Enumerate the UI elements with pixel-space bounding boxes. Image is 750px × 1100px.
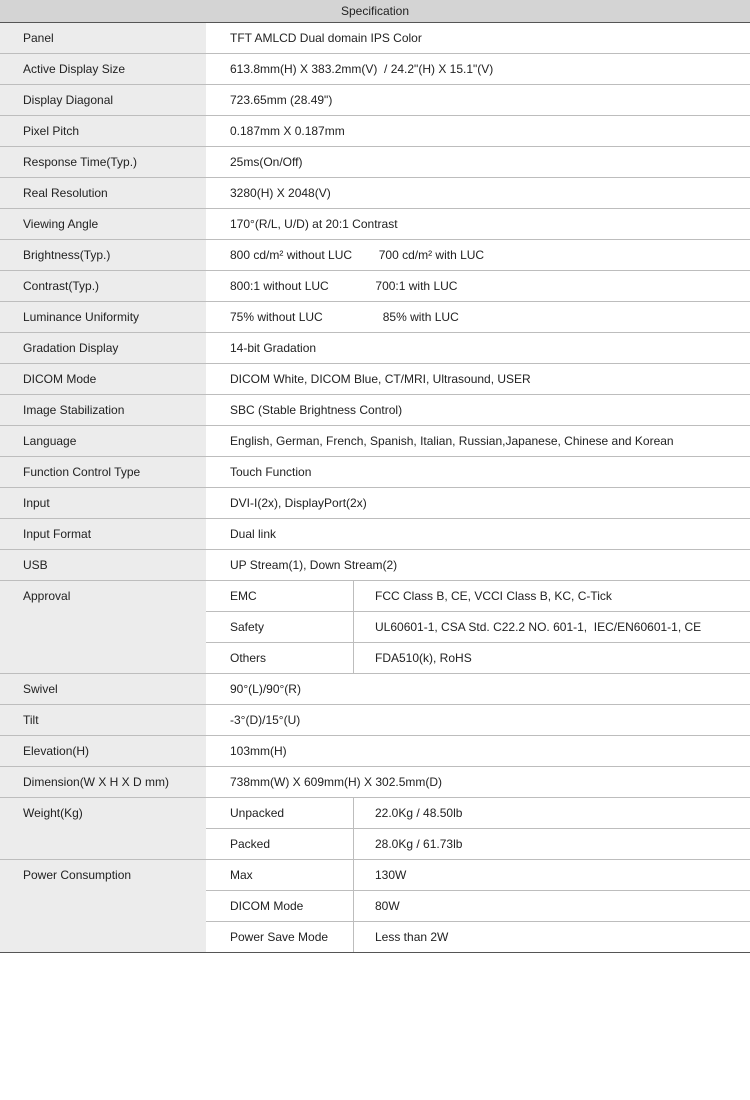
- table-row: [0, 271, 750, 302]
- group-subrows: [206, 581, 750, 673]
- row-label: Contrast(Typ.): [0, 271, 206, 301]
- row-label: Swivel: [0, 674, 206, 704]
- row-label: USB: [0, 550, 206, 580]
- sub-key: DICOM Mode: [206, 891, 354, 921]
- row-value: DICOM White, DICOM Blue, CT/MRI, Ultrasound, USER: [230, 372, 531, 386]
- row-value: English, German, French, Spanish, Italian, Russian,Japanese, Chinese and Korean: [230, 434, 674, 448]
- table-row: [0, 333, 750, 364]
- group-subrows: [206, 798, 750, 859]
- table-row: [0, 240, 750, 271]
- table-row: [0, 54, 750, 85]
- sub-key: Packed: [206, 829, 354, 859]
- sub-key: EMC: [206, 581, 354, 611]
- row-label: Brightness(Typ.): [0, 240, 206, 270]
- sub-row: [206, 581, 750, 612]
- row-value: 723.65mm (28.49"): [230, 93, 333, 107]
- sub-key: Max: [206, 860, 354, 890]
- sub-value: 22.0Kg / 48.50lb: [375, 806, 463, 820]
- table-row: [0, 457, 750, 488]
- row-value: 25ms(On/Off): [230, 155, 303, 169]
- table-row: [0, 302, 750, 333]
- row-value: 0.187mm X 0.187mm: [230, 124, 345, 138]
- row-value: 14-bit Gradation: [230, 341, 317, 355]
- row-label: Input Format: [0, 519, 206, 549]
- row-label: Dimension(W X H X D mm): [0, 767, 206, 797]
- row-label: Language: [0, 426, 206, 456]
- row-label: Luminance Uniformity: [0, 302, 206, 332]
- table-row: [0, 736, 750, 767]
- sub-key: Safety: [206, 612, 354, 642]
- row-label: Real Resolution: [0, 178, 206, 208]
- sub-key: Power Save Mode: [206, 922, 354, 952]
- table-row: [0, 674, 750, 705]
- sub-value: FDA510(k), RoHS: [375, 651, 472, 665]
- row-label: DICOM Mode: [0, 364, 206, 394]
- sub-row: [206, 798, 750, 829]
- table-row: [0, 767, 750, 798]
- weight-row: [0, 798, 750, 860]
- table-row: [0, 519, 750, 550]
- row-label: Pixel Pitch: [0, 116, 206, 146]
- group-subrows: [206, 860, 750, 952]
- sub-row: [206, 643, 750, 673]
- table-row: [0, 395, 750, 426]
- table-row: [0, 147, 750, 178]
- sub-row: [206, 922, 750, 952]
- table-row: [0, 178, 750, 209]
- table-row: [0, 488, 750, 519]
- approval-row: [0, 581, 750, 674]
- sub-key: Others: [206, 643, 354, 673]
- row-label: Viewing Angle: [0, 209, 206, 239]
- sub-row: [206, 612, 750, 643]
- row-value: SBC (Stable Brightness Control): [230, 403, 403, 417]
- row-value: 103mm(H): [230, 744, 287, 758]
- power-row: [0, 860, 750, 953]
- table-row: [0, 85, 750, 116]
- row-label: Gradation Display: [0, 333, 206, 363]
- row-value: 75% without LUC 85% with LUC: [230, 310, 459, 324]
- row-value: TFT AMLCD Dual domain IPS Color: [230, 31, 422, 45]
- table-row: [0, 426, 750, 457]
- row-label: Image Stabilization: [0, 395, 206, 425]
- sub-row: [206, 829, 750, 859]
- row-label: Function Control Type: [0, 457, 206, 487]
- row-label: Elevation(H): [0, 736, 206, 766]
- table-row: [0, 209, 750, 240]
- sub-row: [206, 891, 750, 922]
- row-label: Active Display Size: [0, 54, 206, 84]
- sub-value: Less than 2W: [375, 930, 449, 944]
- row-label: Response Time(Typ.): [0, 147, 206, 177]
- sub-value: UL60601-1, CSA Std. C22.2 NO. 601-1, IEC/EN60601-1, CE: [375, 620, 702, 634]
- row-value: 613.8mm(H) X 383.2mm(V) / 24.2"(H) X 15.1"(V): [230, 62, 494, 76]
- sub-value: FCC Class B, CE, VCCI Class B, KC, C-Tick: [375, 589, 612, 603]
- row-value: 170°(R/L, U/D) at 20:1 Contrast: [230, 217, 398, 231]
- sub-value: 28.0Kg / 61.73lb: [375, 837, 463, 851]
- approval-group: [0, 581, 750, 674]
- row-value: 3280(H) X 2048(V): [230, 186, 331, 200]
- sub-value: 130W: [375, 868, 407, 882]
- group-label: Approval: [0, 581, 206, 673]
- table-row: [0, 364, 750, 395]
- row-label: Panel: [0, 23, 206, 53]
- row-value: Touch Function: [230, 465, 312, 479]
- row-value: -3°(D)/15°(U): [230, 713, 301, 727]
- group-label: Power Consumption: [0, 860, 206, 952]
- group-label: Weight(Kg): [0, 798, 206, 859]
- sub-value: 80W: [375, 899, 400, 913]
- row-value: 738mm(W) X 609mm(H) X 302.5mm(D): [230, 775, 443, 789]
- table-row: [0, 116, 750, 147]
- table-row: [0, 550, 750, 581]
- row-value: DVI-I(2x), DisplayPort(2x): [230, 496, 367, 510]
- spec-rows-mechanical: [0, 674, 750, 798]
- sub-row: [206, 860, 750, 891]
- table-title: Specification: [0, 0, 750, 23]
- sub-key: Unpacked: [206, 798, 354, 828]
- row-value: Dual link: [230, 527, 277, 541]
- row-label: Display Diagonal: [0, 85, 206, 115]
- row-value: 800:1 without LUC 700:1 with LUC: [230, 279, 458, 293]
- table-row: [0, 23, 750, 54]
- table-row: [0, 705, 750, 736]
- power-group: [0, 860, 750, 953]
- row-value: UP Stream(1), Down Stream(2): [230, 558, 398, 572]
- spec-rows-main: [0, 23, 750, 581]
- row-label: Input: [0, 488, 206, 518]
- weight-group: [0, 798, 750, 860]
- row-value: 800 cd/m² without LUC 700 cd/m² with LUC: [230, 248, 485, 262]
- row-label: Tilt: [0, 705, 206, 735]
- row-value: 90°(L)/90°(R): [230, 682, 301, 696]
